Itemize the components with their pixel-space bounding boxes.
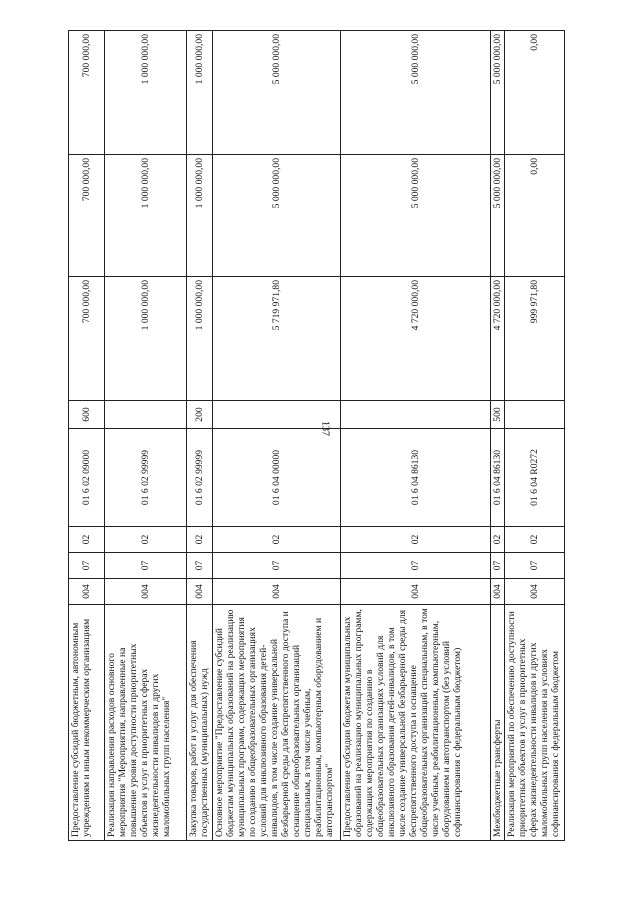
pr-cell: 02 (491, 527, 505, 553)
amount-2-cell: 700 000,00 (69, 155, 105, 277)
table-row (505, 31, 565, 841)
rz-cell: 07 (491, 553, 505, 579)
amount-1-cell: 1 000 000,00 (105, 277, 187, 401)
row-name: Закупка товаров, работ и услуг для обеспечения государственных (муниципальных) нужд (187, 605, 213, 841)
rz-cell: 07 (69, 553, 105, 579)
ved-cell: 004 (69, 579, 105, 605)
amount-3-cell: 5 000 000,00 (213, 31, 341, 155)
csr-cell: 01 6 02 99999 (105, 429, 187, 527)
rz-cell: 07 (213, 553, 341, 579)
ved-cell: 004 (341, 579, 491, 605)
row-name: Основное мероприятие "Предоставление субсидий бюджетам муниципальных образований на реализацию муниципальных программ, содержащих мероприятия по созданию в общеобразовательных организациях условий для инклюзивного образования детей-инвалидов, в том числе создание универсальной безбарьерной среды для беспрепятственного доступа и оснащение общеобразовательных организаций специальным, в том числе учебным, реабилитационным, компьютерным оборудованием и автотранспортом" (213, 605, 341, 841)
amount-3-cell: 1 000 000,00 (187, 31, 213, 155)
amount-2-cell: 5 000 000,00 (213, 155, 341, 277)
row-name: Реализация мероприятий по обеспечению доступности приоритетных объектов и услуг в приоритетных сферах жизнедеятельности инвалидов и других маломобильных групп населения на условиях софинансирования с федеральным бюджетом (505, 605, 565, 841)
amount-3-cell: 5 000 000,00 (341, 31, 491, 155)
pr-cell: 02 (505, 527, 565, 553)
table-row (187, 31, 213, 841)
table-row (105, 31, 187, 841)
table-row (69, 31, 105, 841)
rz-cell: 07 (341, 553, 491, 579)
amount-3-cell: 700 000,00 (69, 31, 105, 155)
row-name: Предоставление субсидии бюджетам муниципальных образований на реализацию муниципальных программ, содержащих мероприятия по созданию в общеобразовательных организациях условий для инклюзивного образования детей-инвалидов, в том числе создание универсальной безбарьерной среды для беспрепятственного доступа и оснащение общеобразовательных организаций специальным, в том числе учебным, реабилитационным, компьютерным, оборудованием и автотранспортом (без условий софинансирования с федеральным бюджетом) (341, 605, 491, 841)
ved-cell: 004 (187, 579, 213, 605)
csr-cell: 01 6 04 86130 (491, 429, 505, 527)
amount-1-cell: 999 971,80 (505, 277, 565, 401)
csr-cell: 01 6 04 86130 (341, 429, 491, 527)
row-name: Реализация направления расходов основного мероприятия "Мероприятия, направленные на повышение уровня доступности приоритетных объектов и услуг в приоритетных сферах жизнедеятельности инвалидов и других маломобильных групп населения" (105, 605, 187, 841)
csr-cell: 01 6 02 09000 (69, 429, 105, 527)
amount-1-cell: 4 720 000,00 (491, 277, 505, 401)
amount-1-cell: 5 719 971,80 (213, 277, 341, 401)
ved-cell: 004 (491, 579, 505, 605)
rz-cell: 07 (187, 553, 213, 579)
amount-2-cell: 0,00 (505, 155, 565, 277)
vr-cell (341, 401, 491, 429)
amount-2-cell: 1 000 000,00 (187, 155, 213, 277)
amount-2-cell: 1 000 000,00 (105, 155, 187, 277)
amount-3-cell: 0,00 (505, 31, 565, 155)
row-name: Предоставление субсидий бюджетным, автономным учреждениям и иным некоммерческим организациям (69, 605, 105, 841)
vr-cell: 200 (187, 401, 213, 429)
vr-cell (505, 401, 565, 429)
vr-cell (105, 401, 187, 429)
amount-1-cell: 1 000 000,00 (187, 277, 213, 401)
csr-cell: 01 6 02 99999 (187, 429, 213, 527)
pr-cell: 02 (69, 527, 105, 553)
pr-cell: 02 (213, 527, 341, 553)
amount-3-cell: 5 000 000,00 (491, 31, 505, 155)
rz-cell: 07 (505, 553, 565, 579)
page-number: 137 (319, 421, 331, 436)
table-row (341, 31, 491, 841)
amount-2-cell: 5 000 000,00 (491, 155, 505, 277)
amount-3-cell: 1 000 000,00 (105, 31, 187, 155)
row-name: Межбюджетные трансферты (491, 605, 505, 841)
ved-cell: 004 (105, 579, 187, 605)
pr-cell: 02 (105, 527, 187, 553)
rotated-table-wrapper (68, 31, 561, 841)
amount-1-cell: 4 720 000,00 (341, 277, 491, 401)
pr-cell: 02 (187, 527, 213, 553)
pr-cell: 02 (341, 527, 491, 553)
csr-cell: 01 6 04 00000 (213, 429, 341, 527)
amount-1-cell: 700 000,00 (69, 277, 105, 401)
budget-table (68, 30, 565, 841)
vr-cell: 500 (491, 401, 505, 429)
ved-cell: 004 (213, 579, 341, 605)
ved-cell: 004 (505, 579, 565, 605)
table-row (213, 31, 341, 841)
table-row (491, 31, 505, 841)
csr-cell: 01 6 04 R0272 (505, 429, 565, 527)
rz-cell: 07 (105, 553, 187, 579)
amount-2-cell: 5 000 000,00 (341, 155, 491, 277)
vr-cell: 600 (69, 401, 105, 429)
vr-cell (213, 401, 341, 429)
